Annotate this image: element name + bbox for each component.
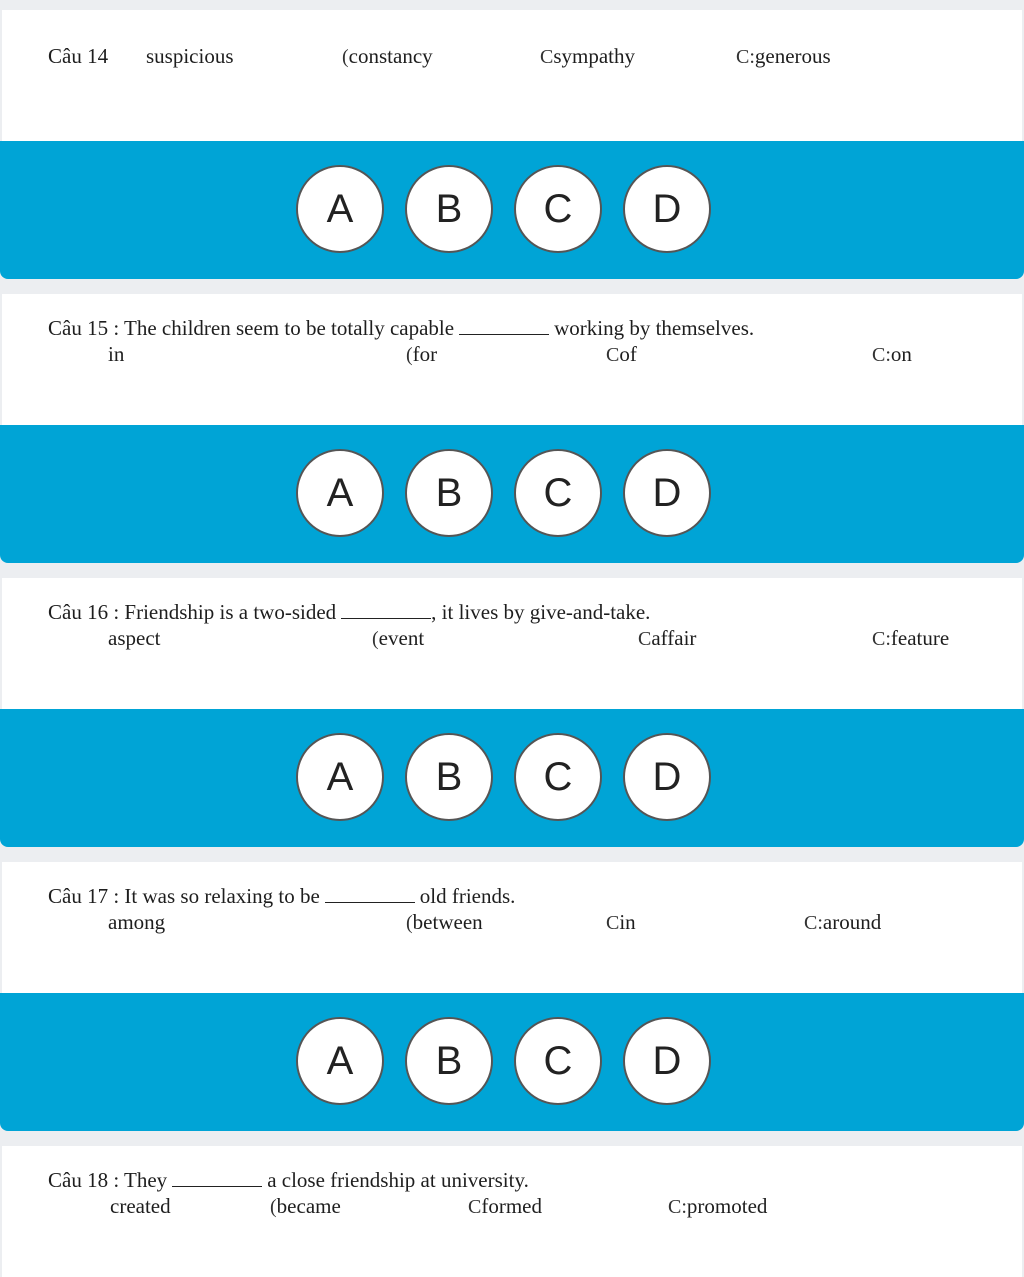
option-d-text: around <box>822 910 882 934</box>
option-d-marker: C: <box>872 628 891 650</box>
answer-a-button[interactable]: A <box>296 733 384 821</box>
answer-a-button[interactable]: A <box>296 165 384 253</box>
question-label: Câu 18 <box>48 1168 109 1192</box>
option-d-marker: C: <box>736 46 755 68</box>
option-b-text: between <box>412 910 483 934</box>
option-d-marker: C: <box>872 344 891 366</box>
answer-c-button[interactable]: C <box>514 449 602 537</box>
option-d <box>872 626 949 651</box>
option-b <box>406 910 483 935</box>
question-stem <box>48 884 515 909</box>
option-d <box>804 910 881 935</box>
answer-d-button[interactable]: D <box>623 165 711 253</box>
option-a-text: among <box>108 910 166 934</box>
option-c <box>638 626 696 651</box>
question-stem-before: : The children seem to be totally capable <box>113 316 455 340</box>
question-stem-after: a close friendship at university. <box>267 1168 529 1192</box>
option-d-text: promoted <box>686 1194 768 1218</box>
option-b-text: for <box>412 342 438 366</box>
question-stem-before: : They <box>113 1168 168 1192</box>
option-c <box>540 44 635 69</box>
option-b-marker: ( <box>406 912 413 934</box>
question-card-15 <box>2 294 1022 425</box>
option-b <box>342 44 433 69</box>
option-c <box>606 342 637 367</box>
answer-b-button[interactable]: B <box>405 1017 493 1105</box>
question-label: Câu 16 <box>48 600 109 624</box>
answer-b-button[interactable]: B <box>405 449 493 537</box>
option-b <box>372 626 424 651</box>
question-label: Câu 15 <box>48 316 109 340</box>
option-c-marker: C <box>606 912 620 934</box>
question-stem-after: , it lives by give-and-take. <box>431 600 651 624</box>
option-c <box>468 1194 542 1219</box>
option-c-text: formed <box>481 1194 542 1218</box>
option-b-marker: ( <box>342 46 349 68</box>
question-label: Câu 17 <box>48 884 109 908</box>
question-stem-after: old friends. <box>419 884 516 908</box>
option-a-text: aspect <box>108 626 161 650</box>
answer-d-button[interactable]: D <box>623 449 711 537</box>
option-b-marker: ( <box>270 1196 277 1218</box>
answer-b-button[interactable]: B <box>405 733 493 821</box>
option-b-text: constancy <box>348 44 433 68</box>
option-d <box>872 342 912 367</box>
option-b <box>406 342 437 367</box>
option-a-text: created <box>110 1194 171 1218</box>
option-d <box>736 44 831 69</box>
answer-d-button[interactable]: D <box>623 733 711 821</box>
option-d-marker: C: <box>668 1196 687 1218</box>
option-b-marker: ( <box>406 344 413 366</box>
option-a-text: suspicious <box>146 44 234 68</box>
answer-a-button[interactable]: A <box>296 449 384 537</box>
option-c-marker: C <box>468 1196 482 1218</box>
answer-bar-16 <box>0 709 1024 847</box>
answer-bar-15 <box>0 425 1024 563</box>
question-stem-after: working by themselves. <box>554 316 755 340</box>
answer-blank <box>341 602 431 619</box>
question-stem <box>48 1168 529 1193</box>
answer-blank <box>459 318 549 335</box>
option-d-text: on <box>890 342 912 366</box>
option-c-text: affair <box>651 626 697 650</box>
answer-c-button[interactable]: C <box>514 733 602 821</box>
question-stem <box>48 600 650 625</box>
option-b-marker: ( <box>372 628 379 650</box>
answer-bar-17 <box>0 993 1024 1131</box>
answer-b-button[interactable]: B <box>405 165 493 253</box>
option-b-text: became <box>276 1194 341 1218</box>
option-a-text: in <box>108 342 125 366</box>
option-c-marker: C <box>606 344 620 366</box>
option-d-marker: C: <box>804 912 823 934</box>
option-c-marker: C <box>638 628 652 650</box>
question-stem <box>48 316 754 341</box>
question-label: Câu 14 <box>48 44 109 68</box>
answer-c-button[interactable]: C <box>514 1017 602 1105</box>
option-c <box>606 910 636 935</box>
question-card-16 <box>2 578 1022 709</box>
question-card-17 <box>2 862 1022 993</box>
option-c-text: sympathy <box>553 44 636 68</box>
answer-bar-14 <box>0 141 1024 279</box>
answer-blank <box>172 1170 262 1187</box>
option-b-text: event <box>378 626 425 650</box>
question-stem-before: : Friendship is a two-sided <box>113 600 337 624</box>
option-c-text: in <box>619 910 636 934</box>
question-card-14 <box>2 10 1022 141</box>
option-d-text: feature <box>890 626 950 650</box>
question-stem-before: : It was so relaxing to be <box>113 884 320 908</box>
answer-d-button[interactable]: D <box>623 1017 711 1105</box>
option-d-text: generous <box>754 44 831 68</box>
option-d <box>668 1194 767 1219</box>
option-c-text: of <box>619 342 637 366</box>
answer-blank <box>325 886 415 903</box>
answer-c-button[interactable]: C <box>514 165 602 253</box>
option-b <box>270 1194 341 1219</box>
question-card-18 <box>2 1146 1022 1277</box>
answer-a-button[interactable]: A <box>296 1017 384 1105</box>
option-c-marker: C <box>540 46 554 68</box>
